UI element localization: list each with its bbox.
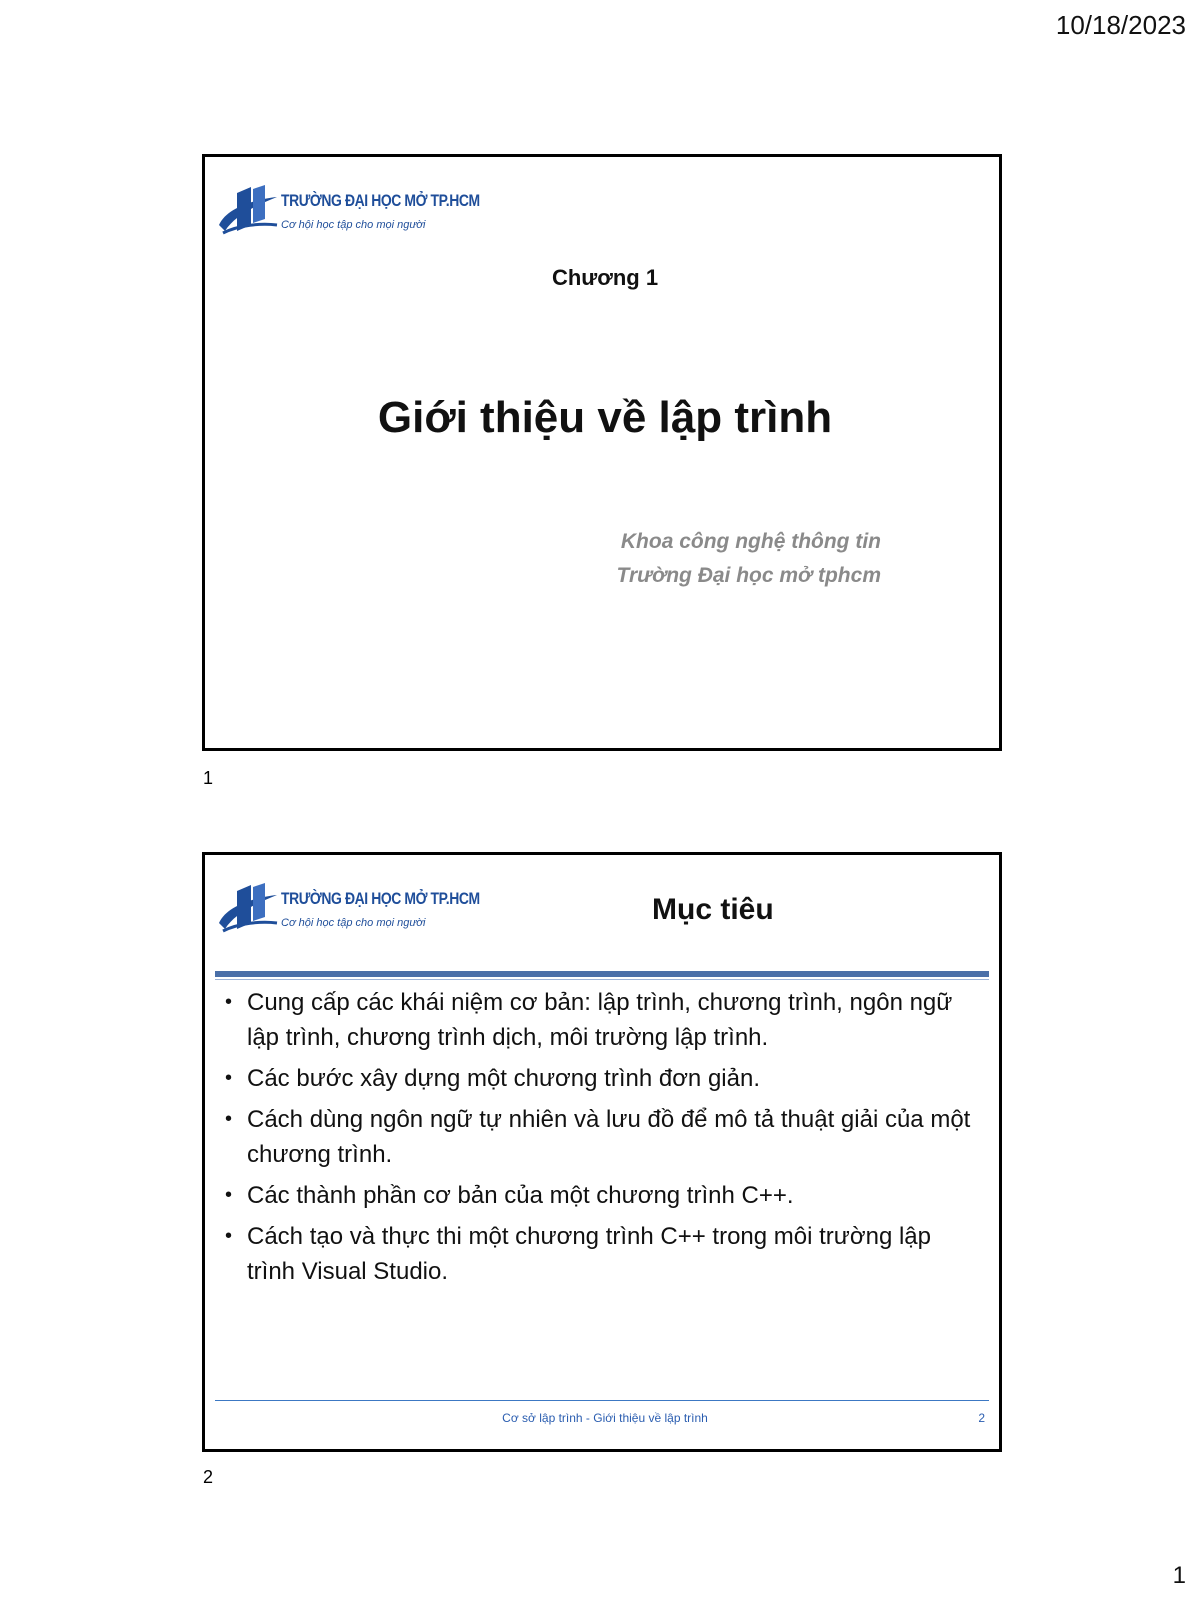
logo-subtitle: Cơ hội học tập cho mọi người <box>281 917 426 929</box>
logo-subtitle: Cơ hội học tập cho mọi người <box>281 219 426 231</box>
title-divider <box>215 971 989 977</box>
chapter-label: Chương 1 <box>551 265 659 290</box>
page-date: 10/18/2023 <box>1055 10 1186 40</box>
slide-number-2: 2 <box>203 1467 214 1487</box>
bullet-icon: • <box>225 1184 233 1206</box>
slide-footer-number: 2 <box>978 1411 985 1425</box>
slide-number-1: 1 <box>203 768 214 788</box>
logo-title: TRƯỜNG ĐẠI HỌC MỞ TP.HCM <box>281 191 480 210</box>
department-line-2: Trường Đại học mở tphcm <box>616 564 881 587</box>
slide-1 <box>202 154 1002 751</box>
slide-2 <box>202 852 1002 1452</box>
list-item: • Các bước xây dựng một chương trình đơn giản. <box>225 1061 985 1096</box>
slide-title: Mục tiêu <box>652 893 774 926</box>
university-logo <box>217 883 480 943</box>
page-number: 1 <box>1172 1562 1186 1589</box>
bullet-icon: • <box>225 1108 233 1130</box>
bullet-icon: • <box>225 1067 233 1089</box>
slide-footer: Cơ sở lập trình - Giới thiệu về lập trình <box>502 1411 708 1425</box>
university-logo <box>217 185 480 245</box>
logo-title: TRƯỜNG ĐẠI HỌC MỞ TP.HCM <box>281 889 480 908</box>
university-logo-icon <box>217 185 279 241</box>
bullet-icon: • <box>225 991 233 1013</box>
bullet-icon: • <box>225 1225 233 1247</box>
list-item: • Cách tạo và thực thi một chương trình C++ trong môi trường lập trình Visual Studio. <box>225 1219 985 1289</box>
list-item: • Các thành phần cơ bản của một chương trình C++. <box>225 1178 985 1213</box>
title-divider-thin <box>215 979 989 980</box>
department-line-1: Khoa công nghệ thông tin <box>620 530 881 553</box>
university-logo-icon <box>217 883 279 939</box>
list-item: • Cách dùng ngôn ngữ tự nhiên và lưu đồ để mô tả thuật giải của một chương trình. <box>225 1102 985 1172</box>
list-item: • Cung cấp các khái niệm cơ bản: lập trình, chương trình, ngôn ngữ lập trình, chương trình dịch, môi trường lập trình. <box>225 985 985 1055</box>
objectives-list <box>225 985 985 1295</box>
footer-divider <box>215 1400 989 1401</box>
department <box>617 525 882 593</box>
slide-title: Giới thiệu về lập trình <box>377 393 833 442</box>
